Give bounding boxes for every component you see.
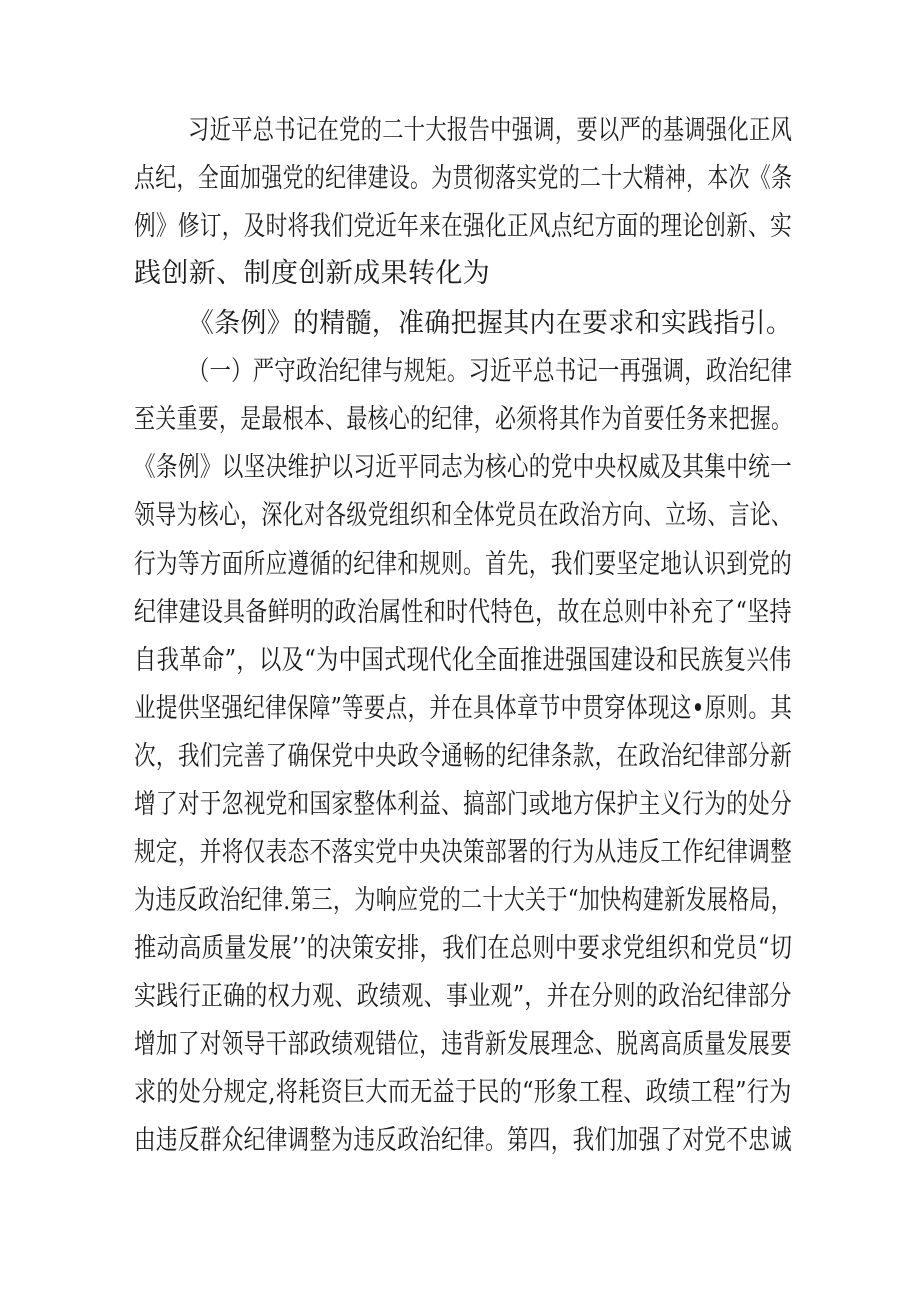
paragraph-line: 增了对于忽视党和国家整体利益、搞部门或地方保护主义行为的处分 <box>134 789 793 820</box>
paragraph-line: 习近平总书记在党的二十大报告中强调，要以严的基调强化正风 <box>188 115 793 146</box>
paragraph-line: 行为等方面所应遵循的纪律和规则。首先，我们要坚定地认识到党的 <box>134 549 793 580</box>
paragraph-line: 实践行正确的权力观、政绩观、事业观”，并在分则的政治纪律部分 <box>134 981 792 1012</box>
paragraph-line: 增加了对领导干部政绩观错位，违背新发展理念、脱离高质量发展要 <box>134 1029 793 1060</box>
paragraph-line: 业提供坚强纪律保障”等要点，并在具体章节中贯穿体现这•原则。其 <box>134 693 793 724</box>
paragraph-line: 至关重要，是最根本、最核心的纪律，必须将其作为首要任务来把握。 <box>134 404 793 435</box>
paragraph-line: 纪律建设具备鲜明的政治属性和时代特色，故在总则中补充了“坚持 <box>134 597 792 628</box>
paragraph-line: 次，我们完善了确保党中央政令通畅的纪律条款，在政治纪律部分新 <box>134 741 793 772</box>
paragraph-line: 例》修订，及时将我们党近年来在强化正风点纪方面的理论创新、实 <box>134 211 793 242</box>
paragraph-line: 《条例》的精髓，准确把握其内在要求和实践指引。 <box>188 308 793 339</box>
paragraph-line: 为违反政治纪律.第三，为响应党的二十大关于“加快构建新发展格局， <box>134 885 793 916</box>
paragraph-line: 领导为核心，深化对各级党组织和全体党员在政治方向、立场、言论、 <box>134 500 793 531</box>
paragraph-line: （一）严守政治纪律与规矩。习近平总书记一再强调，政治纪律 <box>188 356 793 387</box>
paragraph-line: 求的处分规定,将耗资巨大而无益于民的“形象工程、政绩工程”行为 <box>134 1077 792 1108</box>
paragraph-line: 由违反群众纪律调整为违反政治纪律。第四，我们加强了对党不忠诚 <box>134 1125 793 1156</box>
paragraph-line: 规定，并将仅表态不落实党中央决策部署的行为从违反工作纪律调整 <box>134 837 793 868</box>
paragraph-line: 点纪，全面加强党的纪律建设。为贯彻落实党的二十大精神，本次《条 <box>134 163 793 194</box>
paragraph-line: 推动高质量发展’’的决策安排，我们在总则中要求党组织和党员“切 <box>134 933 793 964</box>
paragraph-line: 践创新、制度创新成果转化为 <box>134 258 491 289</box>
paragraph-line: 自我革命”，以及“为中国式现代化全面推进强国建设和民族复兴伟 <box>134 645 792 676</box>
paragraph-line: 《条例》以坚决维护以习近平同志为核心的党中央权威及其集中统一 <box>134 452 793 483</box>
